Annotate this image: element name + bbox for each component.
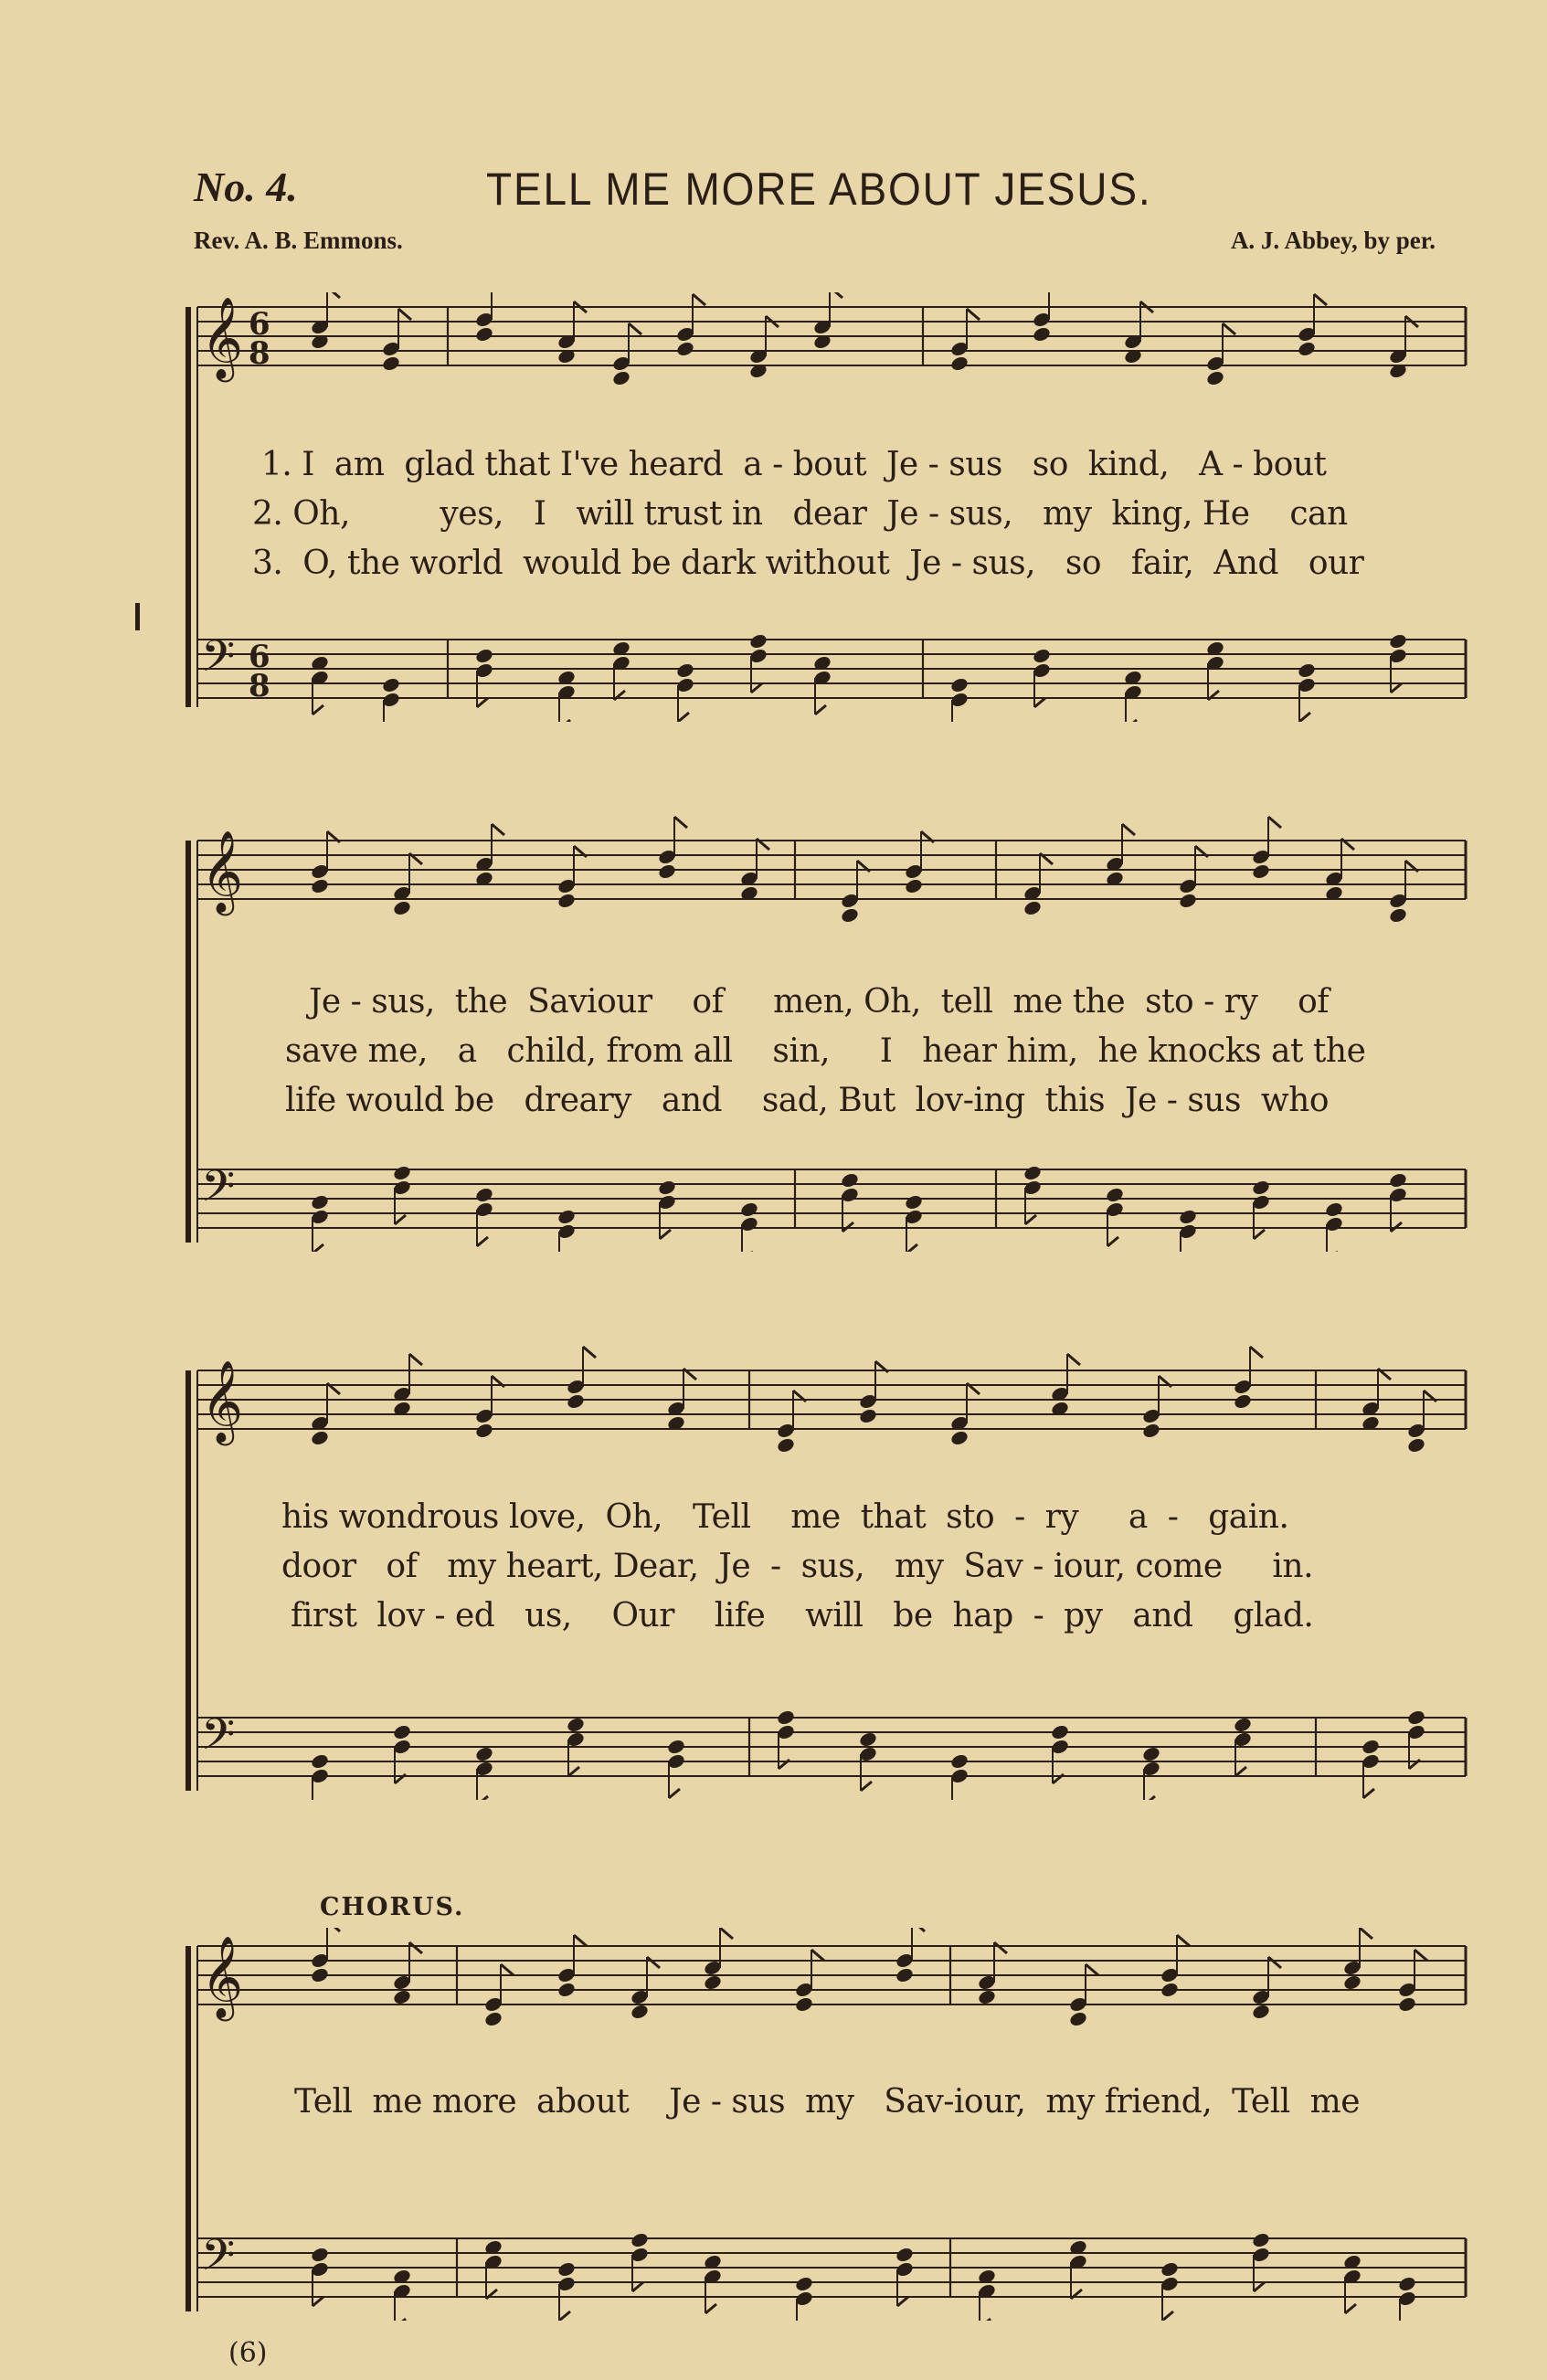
bass-clef-icon: 𝄢 [201, 1708, 236, 1771]
note-head [1233, 1392, 1253, 1410]
note-head [794, 1995, 814, 2013]
margin-mark [135, 603, 140, 630]
note-head [566, 1716, 586, 1733]
lyricist-credit: Rev. A. B. Emmons. [194, 227, 403, 254]
note-head [630, 2003, 650, 2020]
composer-credit: A. J. Abbey, by per. [1230, 227, 1436, 254]
note-head [739, 1201, 759, 1218]
chorus-label: CHORUS. [320, 1893, 465, 1921]
note-head [611, 369, 631, 386]
note-head [1251, 2231, 1271, 2248]
note-head [776, 1436, 796, 1454]
note-head [840, 1171, 860, 1189]
note-head [1361, 1738, 1381, 1755]
chorus-lyric-line: Tell me more about Je - sus my Sav-iour, my friend, Tell me [294, 2083, 1361, 2121]
note-head [1342, 1973, 1362, 1991]
note-group [310, 632, 1408, 722]
note-head [657, 1179, 677, 1196]
note-head [381, 676, 401, 693]
note-head [392, 1164, 412, 1181]
note-head [1032, 325, 1052, 343]
note-head [392, 1723, 412, 1740]
note-head [1388, 906, 1408, 924]
note-head [776, 1708, 796, 1726]
note-head [895, 2246, 915, 2263]
page-number: (6) [228, 2337, 268, 2369]
note-head [556, 892, 577, 909]
music-system-1 [183, 292, 1471, 722]
note-head [949, 354, 970, 372]
hymn-title: TELL ME MORE ABOUT JESUS. [486, 164, 1152, 215]
note-head [392, 899, 412, 916]
note-head [1160, 1981, 1180, 1998]
note-head [1050, 1723, 1070, 1740]
note-head [904, 877, 924, 894]
note-head [1023, 899, 1043, 916]
staff-pair-chorus [183, 1928, 1471, 2321]
note-head [483, 2010, 503, 2027]
lyric-line-2-verse-3: life would be dreary and sad, But lov-ing this Je - sus who [285, 1082, 1330, 1119]
note-head [1388, 632, 1408, 650]
lyric-line-3-verse-1: his wondrous love, Oh, Tell me that sto - ry a - gain. [281, 1498, 1289, 1536]
note-head [474, 1186, 494, 1203]
note-head [1406, 1436, 1426, 1454]
note-head [1251, 862, 1271, 880]
bass-clef-icon: 𝄢 [201, 1160, 236, 1222]
note-head [1324, 1201, 1344, 1218]
note-head [840, 906, 860, 924]
note-group [310, 1708, 1426, 1800]
note-head [1105, 1186, 1125, 1203]
note-head [1023, 1164, 1043, 1181]
note-head [675, 661, 695, 679]
lyric-line-3-verse-2: door of my heart, Dear, Je - sus, my Sav - iour, come in. [281, 1548, 1314, 1585]
note-head [666, 1738, 686, 1755]
lyric-line-1-verse-2: 2. Oh, yes, I will trust in dear Je - sus, my king, He can [252, 495, 1348, 533]
note-head [657, 862, 677, 880]
note-head [556, 1981, 577, 1998]
music-system-3 [183, 1334, 1471, 1800]
note-head [474, 647, 494, 664]
note-head [1141, 1745, 1161, 1762]
note-head [858, 1730, 878, 1748]
note-group [310, 1164, 1408, 1252]
lyric-line-3-verse-3: first lov - ed us, Our life will be hap - py and glad. [291, 1597, 1314, 1634]
note-group [310, 1928, 1427, 2028]
note-head [556, 2260, 577, 2278]
note-head [675, 340, 695, 357]
note-head [1251, 1179, 1271, 1196]
note-head [1406, 1708, 1426, 1726]
note-head [310, 1752, 330, 1770]
treble-clef-icon: 𝄞 [201, 1360, 244, 1443]
note-head [381, 354, 401, 372]
note-group [310, 2231, 1417, 2321]
time-signature: 6 [249, 306, 270, 343]
note-head [977, 1988, 997, 2005]
treble-clef-icon: 𝄞 [201, 1936, 244, 2018]
note-head [1397, 2275, 1417, 2292]
svg-text:8: 8 [249, 668, 270, 704]
note-head [1068, 2010, 1088, 2027]
note-head [949, 676, 970, 693]
lyric-line-1-verse-3: 3. O, the world would be dark without Je - sus, so fair, And our [252, 545, 1364, 582]
note-head [895, 1966, 915, 1983]
note-head [1233, 1716, 1253, 1733]
note-head [904, 1193, 924, 1211]
note-head [556, 1208, 577, 1225]
note-head [748, 632, 768, 650]
lyric-line-2-verse-1: Je - sus, the Saviour of men, Oh, tell me the sto - ry of [309, 983, 1330, 1021]
note-head [310, 2246, 330, 2263]
staff [197, 2229, 1466, 2297]
note-head [949, 1752, 970, 1770]
staff [197, 1708, 1466, 1776]
note-head [1297, 661, 1317, 679]
note-head [310, 877, 330, 894]
note-head [1251, 2003, 1271, 2020]
staff [197, 1160, 1466, 1228]
note-head [474, 1422, 494, 1439]
note-head [566, 1392, 586, 1410]
bass-clef-icon: 𝄢 [201, 2229, 236, 2291]
lyric-line-1-verse-1: 1. I am glad that I've heard a - bout Je - sus so kind, A - bout [261, 446, 1327, 483]
lyric-line-2-verse-2: save me, a child, from all sin, I hear him, he knocks at the [285, 1032, 1366, 1070]
music-system-2 [183, 813, 1471, 1252]
bass-clef-icon: 𝄢 [201, 630, 236, 693]
svg-text:8: 8 [249, 335, 270, 372]
staff [197, 630, 1466, 704]
treble-clef-icon: 𝄞 [201, 297, 244, 379]
time-signature: 6 [249, 639, 270, 675]
hymn-number: No. 4. [194, 164, 298, 210]
note-head [1032, 647, 1052, 664]
staff [197, 1936, 1466, 2022]
note-head [310, 1429, 330, 1446]
note-head [1141, 1422, 1161, 1439]
note-head [1160, 2260, 1180, 2278]
music-system-chorus [183, 1928, 1471, 2321]
staff [197, 1360, 1466, 1446]
note-head [392, 1988, 412, 2005]
note-head [1297, 340, 1317, 357]
staff [197, 830, 1466, 916]
note-head [310, 1966, 330, 1983]
note-head [1178, 892, 1198, 909]
note-head [949, 1429, 970, 1446]
note-head [858, 1407, 878, 1424]
note-head [1388, 1171, 1408, 1189]
note-head [703, 1973, 723, 1991]
note-head [474, 325, 494, 343]
note-head [1397, 1995, 1417, 2013]
staff [197, 297, 1466, 383]
note-head [794, 2275, 814, 2292]
note-head [310, 1193, 330, 1211]
note-head [1178, 1208, 1198, 1225]
treble-clef-icon: 𝄞 [201, 830, 244, 913]
note-head [474, 1745, 494, 1762]
note-head [630, 2231, 650, 2248]
note-head [1205, 369, 1225, 386]
